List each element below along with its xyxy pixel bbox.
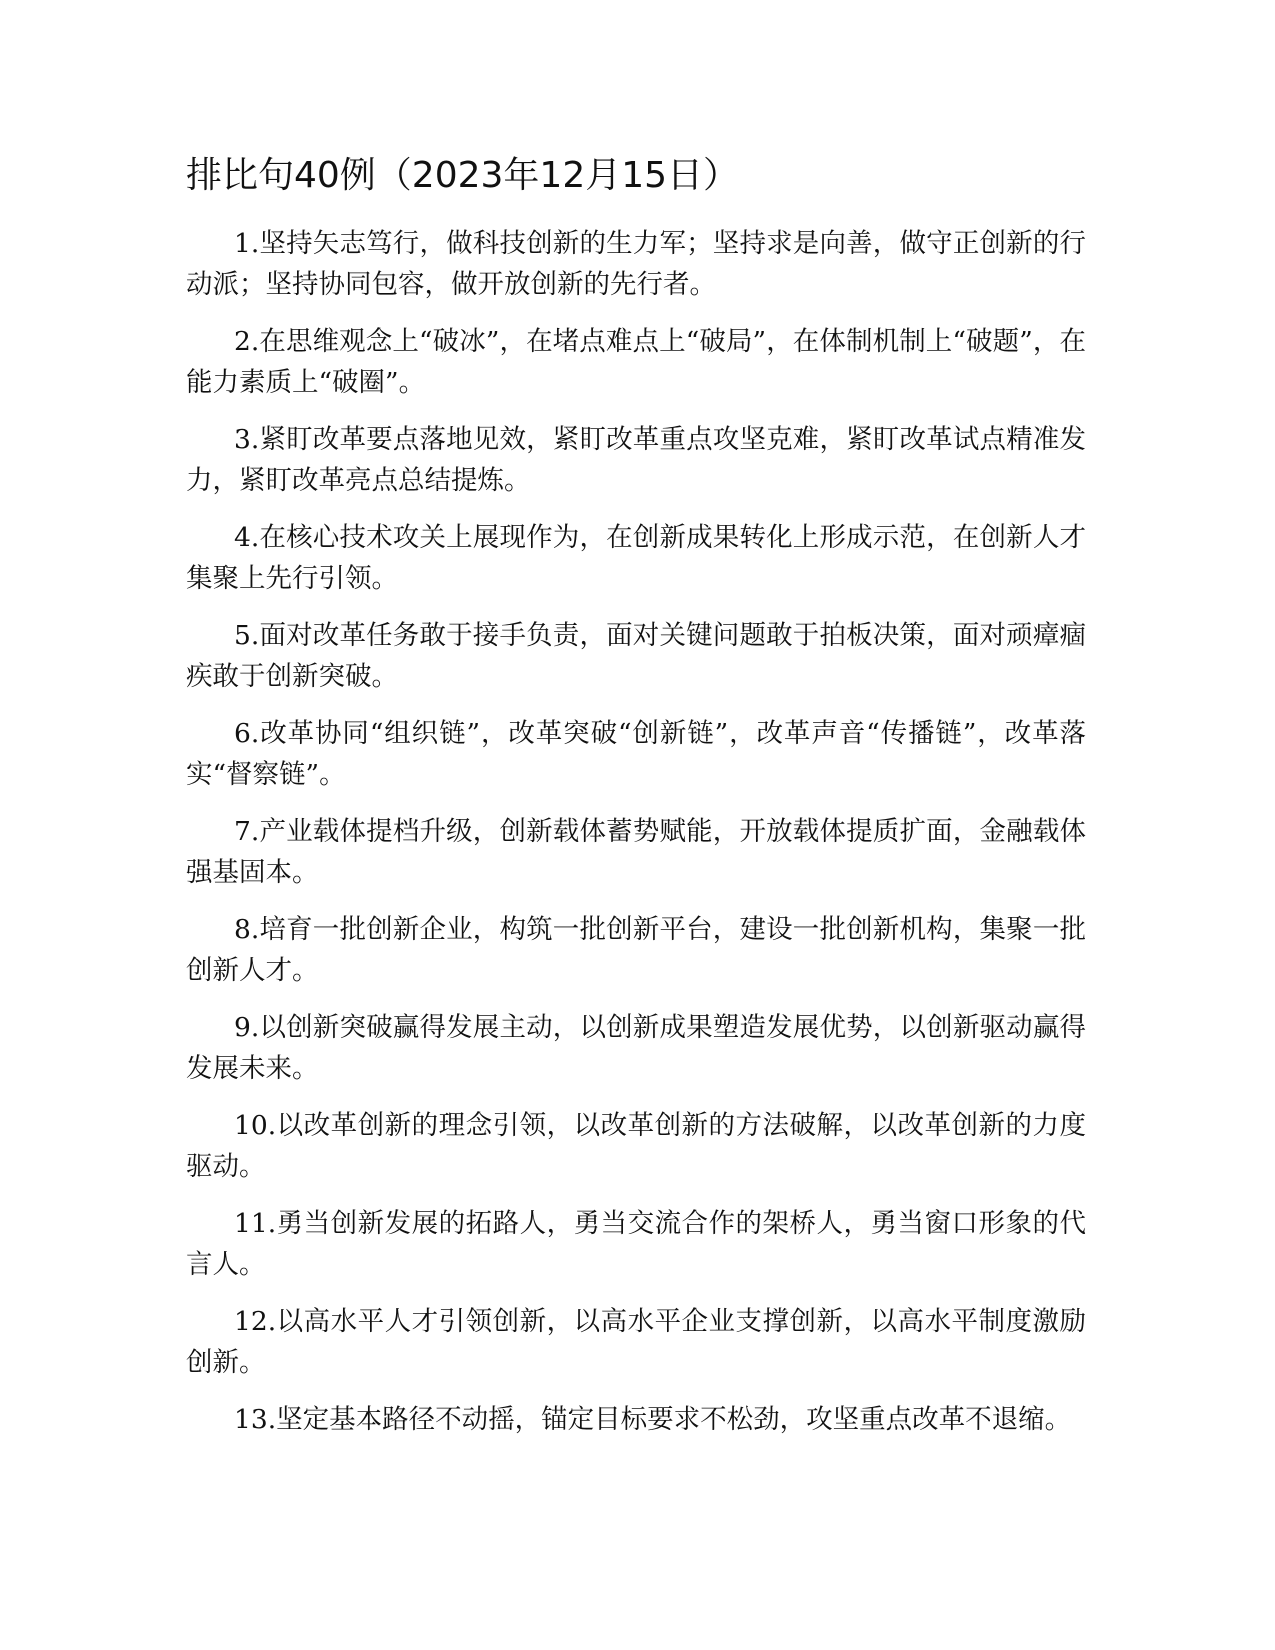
list-item: 13.坚定基本路径不动摇，锚定目标要求不松劲，攻坚重点改革不退缩。	[234, 1404, 1072, 1435]
list-item: 1.坚持矢志笃行，做科技创新的生力军；坚持求是向善，做守正创新的行动派；坚持协同包容，做开放创新的先行者。	[186, 228, 1086, 300]
list-item: 4.在核心技术攻关上展现作为，在创新成果转化上形成示范，在创新人才集聚上先行引领。	[186, 522, 1086, 594]
sentence-list	[186, 223, 1086, 1456]
list-item: 10.以改革创新的理念引领，以改革创新的方法破解，以改革创新的力度驱动。	[186, 1110, 1086, 1182]
list-item: 8.培育一批创新企业，构筑一批创新平台，建设一批创新机构，集聚一批创新人才。	[186, 914, 1086, 986]
list-item: 12.以高水平人才引领创新，以高水平企业支撑创新，以高水平制度激励创新。	[186, 1306, 1086, 1378]
list-item: 6.改革协同“组织链”，改革突破“创新链”，改革声音“传播链”，改革落实“督察链”。	[186, 718, 1086, 790]
list-item: 5.面对改革任务敢于接手负责，面对关键问题敢于拍板决策，面对顽瘴痼疾敢于创新突破。	[186, 620, 1086, 692]
list-item: 3.紧盯改革要点落地见效，紧盯改革重点攻坚克难，紧盯改革试点精准发力，紧盯改革亮点总结提炼。	[186, 424, 1086, 496]
list-item: 11.勇当创新发展的拓路人，勇当交流合作的架桥人，勇当窗口形象的代言人。	[186, 1208, 1086, 1280]
list-item: 2.在思维观念上“破冰”，在堵点难点上“破局”，在体制机制上“破题”，在能力素质上“破圈”。	[186, 326, 1086, 398]
list-item: 9.以创新突破赢得发展主动，以创新成果塑造发展优势，以创新驱动赢得发展未来。	[186, 1012, 1086, 1084]
document-title: 排比句40例（2023年12月15日）	[186, 155, 740, 196]
list-item: 7.产业载体提档升级，创新载体蓄势赋能，开放载体提质扩面，金融载体强基固本。	[186, 816, 1086, 888]
